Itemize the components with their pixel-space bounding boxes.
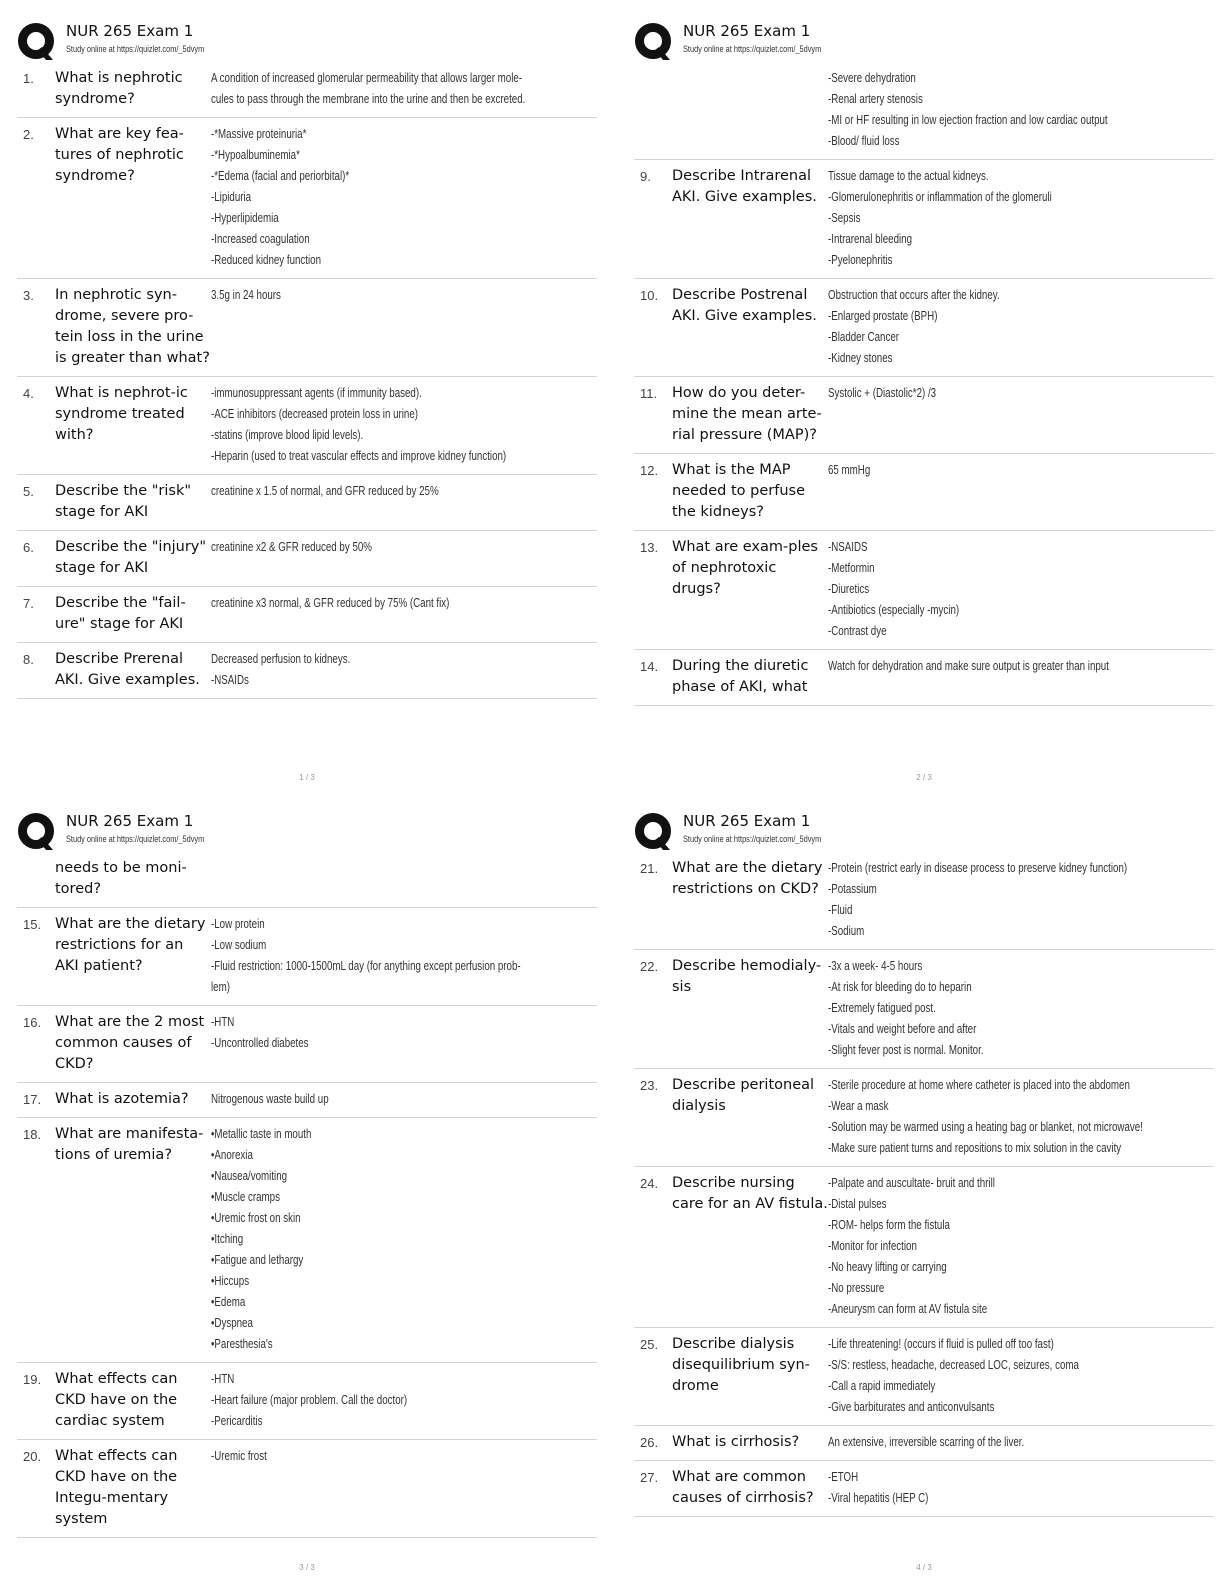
answer-line: -Antibiotics (especially -mycin) xyxy=(828,603,960,617)
answer xyxy=(828,285,1214,369)
answer-line: -Fluid restriction: 1000-1500mL day (for anything except perfusion prob- xyxy=(211,959,521,973)
question: Describe nursing care for an AV fistula. xyxy=(672,1175,828,1212)
quizlet-logo-icon xyxy=(17,812,57,852)
answer-line: -Severe dehydration xyxy=(828,71,916,85)
answer-line: -Call a rapid immediately xyxy=(828,1379,936,1393)
item-number: 18. xyxy=(23,1127,42,1142)
question xyxy=(672,68,828,152)
answer-line: -Low protein xyxy=(211,917,265,931)
answer-line: -ETOH xyxy=(828,1470,859,1484)
answer xyxy=(828,460,1214,523)
flashcard-row xyxy=(17,62,597,118)
item-number: 17. xyxy=(23,1092,42,1107)
answer-line: -Slight fever post is normal. Monitor. xyxy=(828,1043,984,1057)
page-header xyxy=(634,18,1214,62)
flashcard-row xyxy=(634,1167,1214,1328)
question: Describe Prerenal AKI. Give examples. xyxy=(55,651,200,688)
page-number: 3 / 3 xyxy=(299,1563,315,1572)
answer-line: -Potassium xyxy=(828,882,877,896)
answer-line: -HTN xyxy=(211,1015,235,1029)
flashcard-row xyxy=(17,279,597,377)
question: Describe Postrenal AKI. Give examples. xyxy=(672,287,817,324)
item-number xyxy=(17,858,55,900)
item-number: 24. xyxy=(640,1176,659,1191)
question: How do you deter-mine the mean arte-rial pressure (MAP)? xyxy=(672,385,822,443)
item-number: 9. xyxy=(640,169,651,184)
answer xyxy=(828,166,1214,271)
item-number: 8. xyxy=(23,652,34,667)
question: What is cirrhosis? xyxy=(672,1434,800,1450)
question: Describe peritoneal dialysis xyxy=(672,1077,815,1114)
answer-line: -No heavy lifting or carrying xyxy=(828,1260,947,1274)
answer xyxy=(211,383,597,467)
answer xyxy=(211,1446,597,1530)
answer-line: -Monitor for infection xyxy=(828,1239,917,1253)
answer-line: •Nausea/vomiting xyxy=(211,1169,288,1183)
question: What effects can CKD have on the cardiac system xyxy=(55,1371,178,1429)
answer-line: An extensive, irreversible scarring of the liver. xyxy=(828,1435,1025,1449)
answer-line: -No pressure xyxy=(828,1281,885,1295)
answer-line: •Muscle cramps xyxy=(211,1190,280,1204)
answer-line: •Itching xyxy=(211,1232,244,1246)
page-header xyxy=(634,808,1214,852)
flashcard-row xyxy=(17,1440,597,1538)
question: During the diuretic phase of AKI, what xyxy=(672,658,809,695)
flashcard-row xyxy=(634,1328,1214,1426)
answer xyxy=(211,1369,597,1432)
answer-line: -Diuretics xyxy=(828,582,870,596)
flashcard-row xyxy=(634,650,1214,706)
flashcard-row xyxy=(634,160,1214,279)
answer-line: •Fatigue and lethargy xyxy=(211,1253,304,1267)
flashcard-row xyxy=(634,377,1214,454)
answer xyxy=(211,649,597,691)
page-header xyxy=(17,18,597,62)
answer xyxy=(828,1075,1224,1159)
item-number: 26. xyxy=(640,1435,659,1450)
answer-line: Obstruction that occurs after the kidney. xyxy=(828,288,1000,302)
study-online-link[interactable]: Study online at https://quizlet.com/_5dvym xyxy=(683,834,822,844)
answer-line: -Contrast dye xyxy=(828,624,887,638)
item-number: 27. xyxy=(640,1470,659,1485)
answer xyxy=(211,481,597,523)
question: What is nephrotic syndrome? xyxy=(55,70,183,107)
answer xyxy=(211,285,597,369)
study-online-link[interactable]: Study online at https://quizlet.com/_5dvym xyxy=(66,834,205,844)
flashcard-row xyxy=(17,531,597,587)
quizlet-logo-icon xyxy=(634,812,674,852)
answer-line: -Give barbiturates and anticonvulsants xyxy=(828,1400,995,1414)
answer-line: 65 mmHg xyxy=(828,463,871,477)
answer-line: •Metallic taste in mouth xyxy=(211,1127,312,1141)
answer-line: Nitrogenous waste build up xyxy=(211,1092,329,1106)
item-number: 23. xyxy=(640,1078,659,1093)
flashcard-row xyxy=(17,118,597,279)
answer-line: -Pericarditis xyxy=(211,1414,263,1428)
question: Describe the "injury" stage for AKI xyxy=(55,539,207,576)
answer xyxy=(828,956,1214,1061)
question: What are common causes of cirrhosis? xyxy=(672,1469,814,1506)
answer-line: -Increased coagulation xyxy=(211,232,310,246)
answer-line: -Sterile procedure at home where catheter is placed into the abdomen xyxy=(828,1078,1130,1092)
answer-line: A condition of increased glomerular permeability that allows larger mole- xyxy=(211,71,523,85)
answer-line: creatinine x 1.5 of normal, and GFR reduced by 25% xyxy=(211,484,439,498)
answer xyxy=(211,593,597,635)
continued-question xyxy=(17,852,597,908)
flashcard-row xyxy=(634,852,1214,950)
question: needs to be moni-tored? xyxy=(55,860,187,897)
item-number: 15. xyxy=(23,917,42,932)
item-number: 3. xyxy=(23,288,34,303)
answer-line: -Make sure patient turns and repositions to mix solution in the cavity xyxy=(828,1141,1122,1155)
answer xyxy=(211,1089,597,1110)
question: What is nephrot-ic syndrome treated with? xyxy=(55,385,188,443)
answer-line: -Reduced kidney function xyxy=(211,253,322,267)
answer-line: -ACE inhibitors (decreased protein loss in urine) xyxy=(211,407,419,421)
page-2 xyxy=(634,18,1214,788)
item-number: 21. xyxy=(640,861,659,876)
continued-answer xyxy=(634,62,1214,160)
document-title: NUR 265 Exam 1 xyxy=(66,812,194,830)
flashcard-row xyxy=(17,1118,597,1363)
item-number: 14. xyxy=(640,659,659,674)
answer-line: -Pyelonephritis xyxy=(828,253,893,267)
study-online-link[interactable]: Study online at https://quizlet.com/_5dvym xyxy=(683,44,822,54)
flashcard-row xyxy=(634,1426,1214,1461)
answer-line: Tissue damage to the actual kidneys. xyxy=(828,169,989,183)
item-number: 2. xyxy=(23,127,34,142)
answer-line: -Blood/ fluid loss xyxy=(828,134,900,148)
answer-line: -S/S: restless, headache, decreased LOC, seizures, coma xyxy=(828,1358,1079,1372)
quizlet-logo-icon xyxy=(634,22,674,62)
item-number: 16. xyxy=(23,1015,42,1030)
question: Describe the "risk" stage for AKI xyxy=(55,483,192,520)
answer-line: -immunosuppressant agents (if immunity based). xyxy=(211,386,422,400)
answer xyxy=(828,858,1214,942)
answer-line: -Vitals and weight before and after xyxy=(828,1022,977,1036)
flashcard-row xyxy=(634,950,1214,1069)
answer xyxy=(211,1124,597,1355)
answer-line: -Bladder Cancer xyxy=(828,330,899,344)
quizlet-logo-icon xyxy=(17,22,57,62)
answer-line: -Protein (restrict early in disease process to preserve kidney function) xyxy=(828,861,1128,875)
item-number: 22. xyxy=(640,959,659,974)
document-title: NUR 265 Exam 1 xyxy=(683,812,811,830)
answer-line: -statins (improve blood lipid levels). xyxy=(211,428,364,442)
flashcard-row xyxy=(634,454,1214,531)
question: What effects can CKD have on the Integu-mentary system xyxy=(55,1448,178,1527)
answer-line: -Enlarged prostate (BPH) xyxy=(828,309,938,323)
answer xyxy=(828,383,1214,446)
question: What are key fea-tures of nephrotic syndrome? xyxy=(55,126,184,184)
answer-line: -Viral hepatitis (HEP C) xyxy=(828,1491,929,1505)
answer-line: -Extremely fatigued post. xyxy=(828,1001,936,1015)
answer-line: -Heparin (used to treat vascular effects and improve kidney function) xyxy=(211,449,507,463)
answer-line: -Sepsis xyxy=(828,211,861,225)
question: What is the MAP needed to perfuse the kidneys? xyxy=(672,462,805,520)
flashcard-row xyxy=(634,1461,1214,1517)
flashcard-row xyxy=(17,475,597,531)
document-title: NUR 265 Exam 1 xyxy=(683,22,811,40)
answer xyxy=(211,1012,597,1075)
answer-line: -Palpate and auscultate- bruit and thrill xyxy=(828,1176,995,1190)
answer-line: -NSAIDS xyxy=(828,540,868,554)
question: Describe the "fail-ure" stage for AKI xyxy=(55,595,186,632)
answer xyxy=(828,656,1214,698)
answer-line: -Low sodium xyxy=(211,938,267,952)
item-number: 25. xyxy=(640,1337,659,1352)
answer-line: -Wear a mask xyxy=(828,1099,889,1113)
item-number: 19. xyxy=(23,1372,42,1387)
question: What are manifesta-tions of uremia? xyxy=(55,1126,204,1163)
answer-line: -Hyperlipidemia xyxy=(211,211,279,225)
item-number: 1. xyxy=(23,71,34,86)
answer-line: -MI or HF resulting in low ejection fraction and low cardiac output xyxy=(828,113,1108,127)
answer-line: -*Edema (facial and periorbital)* xyxy=(211,169,350,183)
flashcard-row xyxy=(17,1363,597,1440)
answer-line: -Lipiduria xyxy=(211,190,252,204)
flashcard-row xyxy=(17,587,597,643)
answer xyxy=(828,537,1214,642)
answer xyxy=(828,1467,1214,1509)
answer-line: -Distal pulses xyxy=(828,1197,887,1211)
item-number: 10. xyxy=(640,288,659,303)
answer-line: -Intrarenal bleeding xyxy=(828,232,913,246)
question: Describe Intrarenal AKI. Give examples. xyxy=(672,168,817,205)
answer xyxy=(211,537,597,579)
answer-line: lem) xyxy=(211,980,230,994)
answer-line: -Heart failure (major problem. Call the doctor) xyxy=(211,1393,408,1407)
answer-line: cules to pass through the membrane into the urine and then be excreted. xyxy=(211,92,526,106)
question: What are the 2 most common causes of CKD? xyxy=(55,1014,205,1072)
item-number: 7. xyxy=(23,596,34,611)
answer xyxy=(828,68,1214,152)
answer-line: -NSAIDs xyxy=(211,673,249,687)
flashcard-row xyxy=(634,531,1214,650)
item-number xyxy=(634,68,672,152)
question: In nephrotic syn-drome, severe pro-tein loss in the urine is greater than what? xyxy=(55,287,210,366)
answer-line: •Edema xyxy=(211,1295,246,1309)
item-number: 5. xyxy=(23,484,34,499)
answer-line: creatinine x3 normal, & GFR reduced by 75% (Cant fix) xyxy=(211,596,450,610)
answer xyxy=(211,858,597,900)
answer-line: -Solution may be warmed using a heating bag or blanket, not microwave! xyxy=(828,1120,1143,1134)
question: Describe hemodialy-sis xyxy=(672,958,822,995)
flashcard-row xyxy=(17,377,597,475)
answer-line: •Hiccups xyxy=(211,1274,250,1288)
answer-line: -Metformin xyxy=(828,561,875,575)
answer-line: -Fluid xyxy=(828,903,853,917)
item-number: 12. xyxy=(640,463,659,478)
answer-line: creatinine x2 & GFR reduced by 50% xyxy=(211,540,372,554)
page-number: 4 / 3 xyxy=(916,1563,932,1572)
page-4 xyxy=(634,808,1214,1578)
question: What are exam-ples of nephrotoxic drugs? xyxy=(672,539,818,597)
question: What are the dietary restrictions for an AKI patient? xyxy=(55,916,206,974)
answer-line: -Life threatening! (occurs if fluid is pulled off too fast) xyxy=(828,1337,1054,1351)
answer-line: Systolic + (Diastolic*2) /3 xyxy=(828,386,937,400)
item-number: 4. xyxy=(23,386,34,401)
answer xyxy=(211,914,608,998)
answer-line: -Uremic frost xyxy=(211,1449,267,1463)
flashcard-row xyxy=(17,908,597,1006)
answer-line: -ROM- helps form the fistula xyxy=(828,1218,950,1232)
answer xyxy=(828,1173,1214,1320)
answer-line: -*Massive proteinuria* xyxy=(211,127,307,141)
question: What are the dietary restrictions on CKD? xyxy=(672,860,823,897)
flashcard-row xyxy=(634,279,1214,377)
answer-line: -Aneurysm can form at AV fistula site xyxy=(828,1302,988,1316)
answer-line: Watch for dehydration and make sure output is greater than input xyxy=(828,659,1109,673)
answer-line: 3.5g in 24 hours xyxy=(211,288,281,302)
question: Describe dialysis disequilibrium syn-drome xyxy=(672,1336,810,1394)
item-number: 20. xyxy=(23,1449,42,1464)
question: What is azotemia? xyxy=(55,1091,189,1107)
answer-line: •Uremic frost on skin xyxy=(211,1211,301,1225)
answer-line: -HTN xyxy=(211,1372,235,1386)
answer xyxy=(828,1334,1214,1418)
flashcard-row xyxy=(17,1083,597,1118)
item-number: 13. xyxy=(640,540,659,555)
flashcard-row xyxy=(634,1069,1214,1167)
page-number: 2 / 3 xyxy=(916,773,932,782)
answer-line: -Kidney stones xyxy=(828,351,893,365)
answer xyxy=(211,68,614,110)
answer xyxy=(828,1432,1214,1453)
flashcard-row xyxy=(17,643,597,699)
study-online-link[interactable]: Study online at https://quizlet.com/_5dvym xyxy=(66,44,205,54)
answer-line: -At risk for bleeding do to heparin xyxy=(828,980,972,994)
item-number: 6. xyxy=(23,540,34,555)
answer-line: -Sodium xyxy=(828,924,865,938)
answer-line: -Uncontrolled diabetes xyxy=(211,1036,309,1050)
answer-line: •Paresthesia's xyxy=(211,1337,273,1351)
answer-line: •Anorexia xyxy=(211,1148,253,1162)
answer-line: -Glomerulonephritis or inflammation of the glomeruli xyxy=(828,190,1052,204)
page-3 xyxy=(17,808,597,1578)
answer xyxy=(211,124,597,271)
answer-line: Decreased perfusion to kidneys. xyxy=(211,652,351,666)
flashcard-row xyxy=(17,1006,597,1083)
answer-line: -*Hypoalbuminemia* xyxy=(211,148,300,162)
document-title: NUR 265 Exam 1 xyxy=(66,22,194,40)
answer-line: -3x a week- 4-5 hours xyxy=(828,959,923,973)
page-number: 1 / 3 xyxy=(299,773,315,782)
answer-line: •Dyspnea xyxy=(211,1316,253,1330)
item-number: 11. xyxy=(640,386,658,401)
answer-line: -Renal artery stenosis xyxy=(828,92,923,106)
page-1 xyxy=(17,18,597,788)
page-header xyxy=(17,808,597,852)
